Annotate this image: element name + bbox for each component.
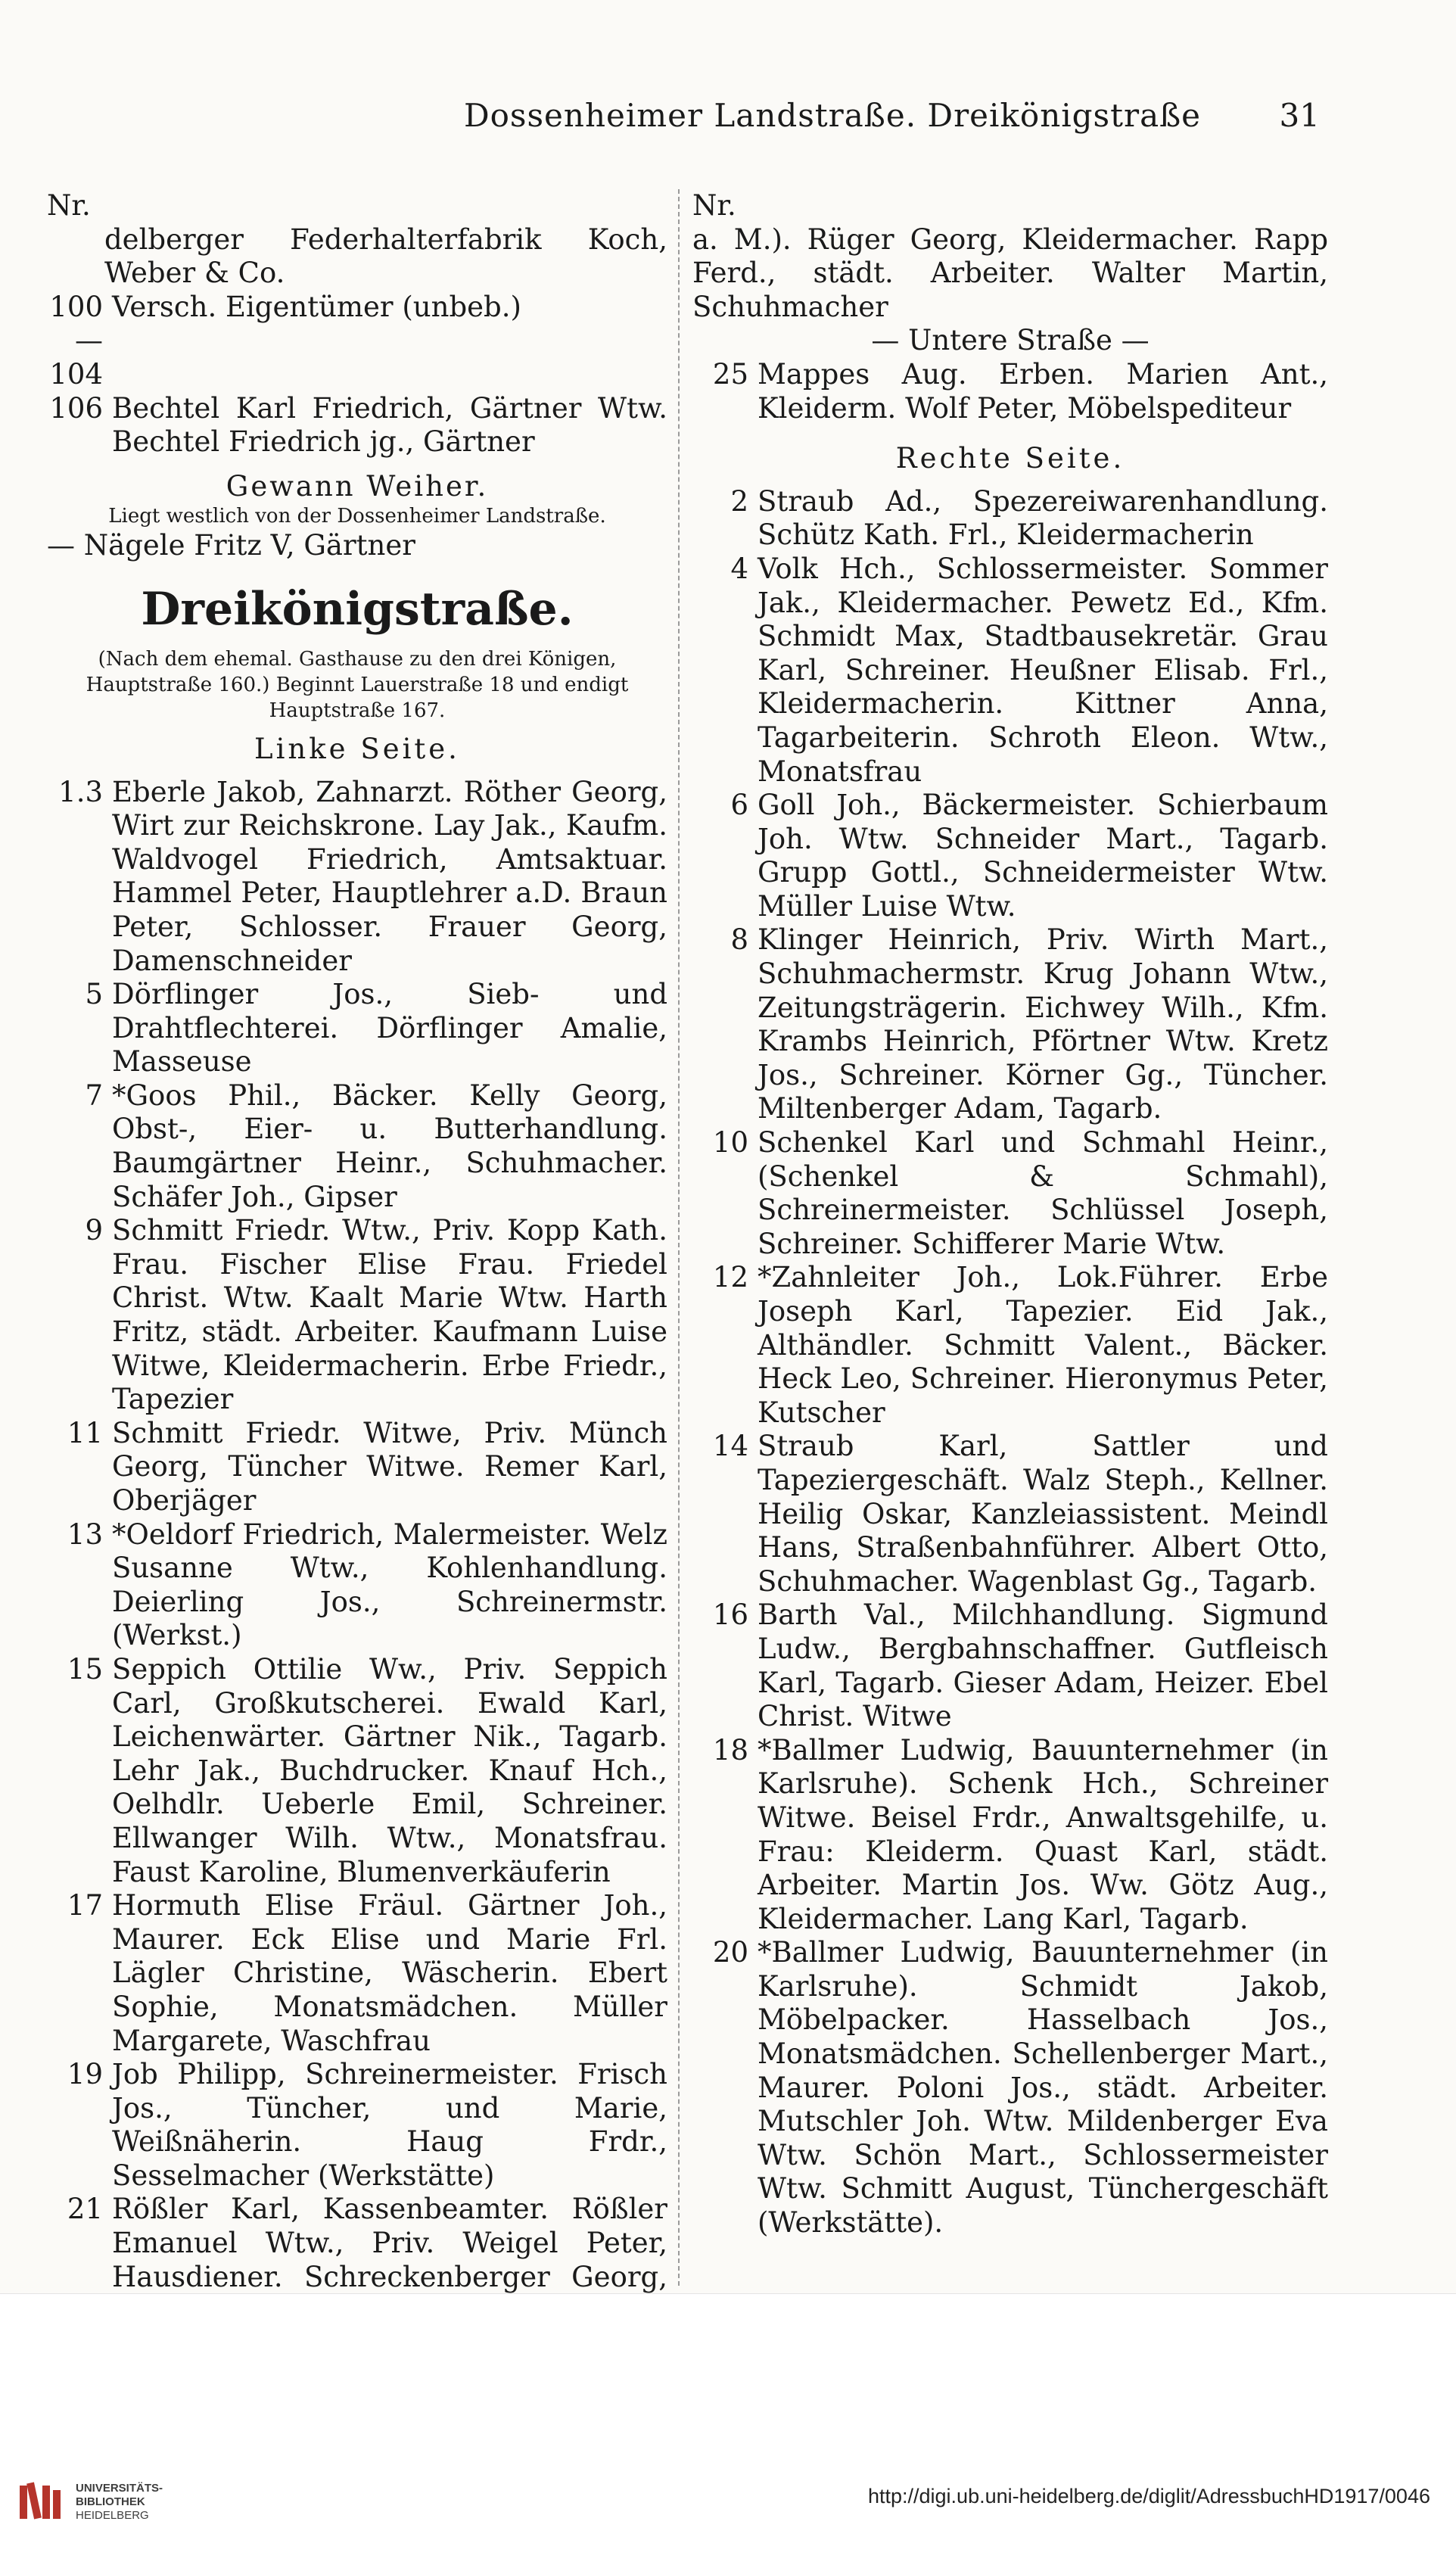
- entry-text: Versch. Eigentümer (unbeb.): [112, 290, 521, 323]
- entry: [692, 1936, 1328, 2240]
- source-url[interactable]: http://digi.ub.uni-heidelberg.de/diglit/AdressbuchHD1917/0046: [867, 2485, 1430, 2507]
- house-number: 16: [712, 1598, 748, 1632]
- side-title: Linke Seite.: [254, 732, 460, 765]
- entry-text: Straub Ad., Spezereiwarenhandlung. Schütz Kath. Frl., Kleidermacherin: [758, 484, 1328, 552]
- page-number: 31: [1279, 97, 1320, 134]
- house-number: 1.3: [58, 775, 103, 808]
- entry-text: *Ballmer Ludwig, Bauunternehmer (in Karlsruhe). Schmidt Jakob, Möbelpacker. Hasselbach Jos., Monatsmädchen. Schellenberger Mart., Maurer. Poloni Jos., städt. Arbeiter. Mutschler Joh. Wtw. Mildenberger Eva Wtw. Schön Mart., Schlossermeister Wtw. Schmitt August, Tünchergeschäft (Werkstätte).: [758, 1936, 1328, 2240]
- entry-text: Goll Joh., Bäckermeister. Schierbaum Joh. Wtw. Schneider Mart., Tagarb. Grupp Gottl., Schneidermeister Wtw. Müller Luise Wtw.: [758, 789, 1328, 923]
- house-number: 4: [730, 552, 748, 585]
- entry-text: Job Philipp, Schreinermeister. Frisch Jos., Tüncher, und Marie, Weißnäherin. Haug Frdr., Sesselmacher (Werkstätte): [112, 2058, 667, 2192]
- entry: [692, 1126, 1328, 1261]
- entry: [47, 776, 667, 979]
- entry-text: Klinger Heinrich, Priv. Wirth Mart., Schuhmachermstr. Krug Johann Wtw., Zeitungsträgerin. Eichwey Wilh., Kfm. Krambs Heinrich, Pförtner Wtw. Kretz Jos., Schreiner. Körner Gg., Tüncher. Miltenberger Adam, Tagarb.: [758, 923, 1328, 1125]
- entry-continuation: a. M.). Rüger Georg, Kleidermacher. Rapp Ferd., städt. Arbeiter. Walter Martin, Schuhmacher: [692, 223, 1328, 323]
- entry: [692, 923, 1328, 1126]
- entry-text: — Nägele Fritz V, Gärtner: [47, 529, 415, 562]
- section-note: Liegt westlich von der Dossenheimer Landstraße.: [108, 505, 606, 528]
- entry: [692, 1734, 1328, 1937]
- entry-text: Volk Hch., Schlossermeister. Sommer Jak., Kleidermacher. Pewetz Ed., Kfm. Schmidt Max, Stadtbausekretär. Grau Karl, Schreiner. Heußner Elisab. Frl., Kleidermacherin. Kittner Anna, Tagarbeiterin. Schroth Eleon. Wtw., Monatsfrau: [758, 552, 1328, 788]
- house-number: 12: [712, 1261, 748, 1294]
- entry-text: Eberle Jakob, Zahnarzt. Röther Georg, Wirt zur Reichskrone. Lay Jak., Kaufm. Waldvogel Friedrich, Amtsaktuar. Hammel Peter, Hauptlehrer a.D. Braun Peter, Schlosser. Frauer Georg, Damenschneider: [112, 775, 667, 977]
- entry: [692, 1261, 1328, 1430]
- right-column: [692, 189, 1328, 2240]
- house-number: 11: [67, 1416, 103, 1449]
- house-number: 20: [712, 1936, 748, 1969]
- library-logo-icon: [18, 2479, 64, 2525]
- entry: [47, 291, 667, 392]
- house-number: 5: [85, 978, 103, 1011]
- entry-text: Barth Val., Milchhandlung. Sigmund Ludw., Bergbahnschaffner. Gutfleisch Karl, Tagarb. Gieser Adam, Heizer. Ebel Christ. Witwe: [758, 1598, 1328, 1733]
- street-title: Dreikönigstraße.: [141, 582, 574, 636]
- entry: [47, 392, 667, 459]
- entry-list: [692, 485, 1328, 2240]
- nr-label: Nr.: [692, 189, 736, 222]
- entry: [47, 1214, 667, 1417]
- entry-continuation: delberger Federhalterfabrik Koch, Weber & Co.: [104, 223, 667, 290]
- entry-text: Schmitt Friedr. Wtw., Priv. Kopp Kath. Frau. Fischer Elise Frau. Friedel Christ. Wtw. Kaalt Marie Wtw. Harth Fritz, städt. Arbeiter. Kaufmann Luise Witwe, Kleidermacherin. Erbe Friedr., Tapezier: [112, 1214, 667, 1416]
- column-divider: [678, 189, 680, 2286]
- entry: [692, 1430, 1328, 1598]
- entry: [692, 358, 1328, 425]
- house-number: 25: [712, 357, 748, 391]
- entry: [47, 1417, 667, 1518]
- entry-list: [47, 776, 667, 2362]
- running-header: Dossenheimer Landstraße. Dreikönigstraße: [463, 97, 1202, 134]
- entry: [47, 2058, 667, 2193]
- entry-text: Rößler Karl, Kassenbeamter. Rößler Emanuel Wtw., Priv. Weigel Peter, Hausdiener. Schreckenberger Georg,: [112, 2193, 667, 2293]
- entry-text: Seppich Ottilie Ww., Priv. Seppich Carl, Großkutscherei. Ewald Karl, Leichenwärter. Gärtner Nik., Tagarb. Lehr Jak., Buchdrucker. Knauf Hch., Oelhdlr. Ueberle Emil, Schreiner. Ellwanger Wilh. Wtw., Monatsfrau. Faust Karoline, Blumenverkäuferin: [112, 1652, 667, 1888]
- house-number: 8: [730, 923, 748, 957]
- house-number: 9: [85, 1214, 103, 1247]
- house-number: 100—104: [49, 290, 103, 391]
- entry-text: *Goos Phil., Bäcker. Kelly Georg, Obst-, Eier- u. Butterhandlung. Baumgärtner Heinr., Schuhmacher. Schäfer Joh., Gipser: [112, 1079, 667, 1213]
- entry-text: Hormuth Elise Fräul. Gärtner Joh., Maurer. Eck Elise und Marie Frl. Lägler Christine, Wäscherin. Ebert Sophie, Monatsmädchen. Müller Margarete, Waschfrau: [112, 1889, 667, 2057]
- section-title: Gewann Weiher.: [226, 469, 489, 503]
- house-number: 18: [712, 1733, 748, 1767]
- house-number: 106: [49, 391, 103, 425]
- entry-text: Dörflinger Jos., Sieb- und Drahtflechterei. Dörflinger Amalie, Masseuse: [112, 978, 667, 1079]
- house-number: 14: [712, 1430, 748, 1463]
- entry: [692, 789, 1328, 923]
- entry: [692, 1598, 1328, 1733]
- subheading: — Untere Straße —: [871, 324, 1150, 357]
- footer: [0, 2293, 1456, 2565]
- house-number: 19: [67, 2058, 103, 2091]
- side-title: Rechte Seite.: [895, 442, 1125, 475]
- street-note: (Nach dem ehemal. Gasthause zu den drei Königen, Hauptstraße 160.) Beginnt Lauerstraße 18 und endigt Hauptstraße 167.: [86, 647, 629, 722]
- entry-text: Straub Karl, Sattler und Tapeziergeschäft. Walz Steph., Kellner. Heilig Oskar, Kanzleiassistent. Meindl Hans, Straßenbahnführer. Albert Otto, Schuhmacher. Wagenblast Gg., Tagarb.: [758, 1430, 1328, 1598]
- entry: [47, 1518, 667, 1653]
- house-number: 21: [67, 2193, 103, 2226]
- entry: [47, 1889, 667, 2058]
- house-number: 7: [85, 1079, 103, 1112]
- entry-text: *Zahnleiter Joh., Lok.Führer. Erbe Joseph Karl, Tapezier. Eid Jak., Althändler. Schmitt Valent., Bäcker. Heck Leo, Schreiner. Hieronymus Peter, Kutscher: [758, 1261, 1328, 1429]
- house-number: 15: [67, 1652, 103, 1686]
- house-number: 2: [730, 484, 748, 518]
- house-number: 13: [67, 1518, 103, 1551]
- library-name: UNIVERSITÄTS- BIBLIOTHEK HEIDELBERG: [76, 2482, 163, 2522]
- entry: [47, 1079, 667, 1214]
- house-number: 10: [712, 1126, 748, 1160]
- entry-text: Mappes Aug. Erben. Marien Ant., Kleiderm. Wolf Peter, Möbelspediteur: [758, 357, 1328, 425]
- left-column: [47, 189, 667, 2361]
- entry: [692, 485, 1328, 553]
- entry-text: *Oeldorf Friedrich, Malermeister. Welz Susanne Wtw., Kohlenhandlung. Deierling Jos., Schreinermstr. (Werkst.): [112, 1518, 667, 1652]
- house-number: 6: [730, 789, 748, 822]
- entry: [47, 1653, 667, 1889]
- house-number: 17: [67, 1889, 103, 1922]
- entry: [47, 978, 667, 1079]
- entry-text: Bechtel Karl Friedrich, Gärtner Wtw. Bechtel Friedrich jg., Gärtner: [112, 391, 667, 459]
- entry: [692, 553, 1328, 789]
- entry-text: Schmitt Friedr. Witwe, Priv. Münch Georg, Tüncher Witwe. Remer Karl, Oberjäger: [112, 1416, 667, 1517]
- nr-label: Nr.: [47, 189, 91, 222]
- entry-text: Schenkel Karl und Schmahl Heinr., (Schenkel & Schmahl), Schreinermeister. Schlüssel Joseph, Schreiner. Schifferer Marie Wtw.: [758, 1126, 1328, 1260]
- entry-text: *Ballmer Ludwig, Bauunternehmer (in Karlsruhe). Schenk Hch., Schreiner Witwe. Beisel Frdr., Anwaltsgehilfe, u. Frau: Kleiderm. Quast Karl, städt. Arbeiter. Martin Jos. Ww. Götz Aug., Kleidermacher. Lang Karl, Tagarb.: [758, 1733, 1328, 1935]
